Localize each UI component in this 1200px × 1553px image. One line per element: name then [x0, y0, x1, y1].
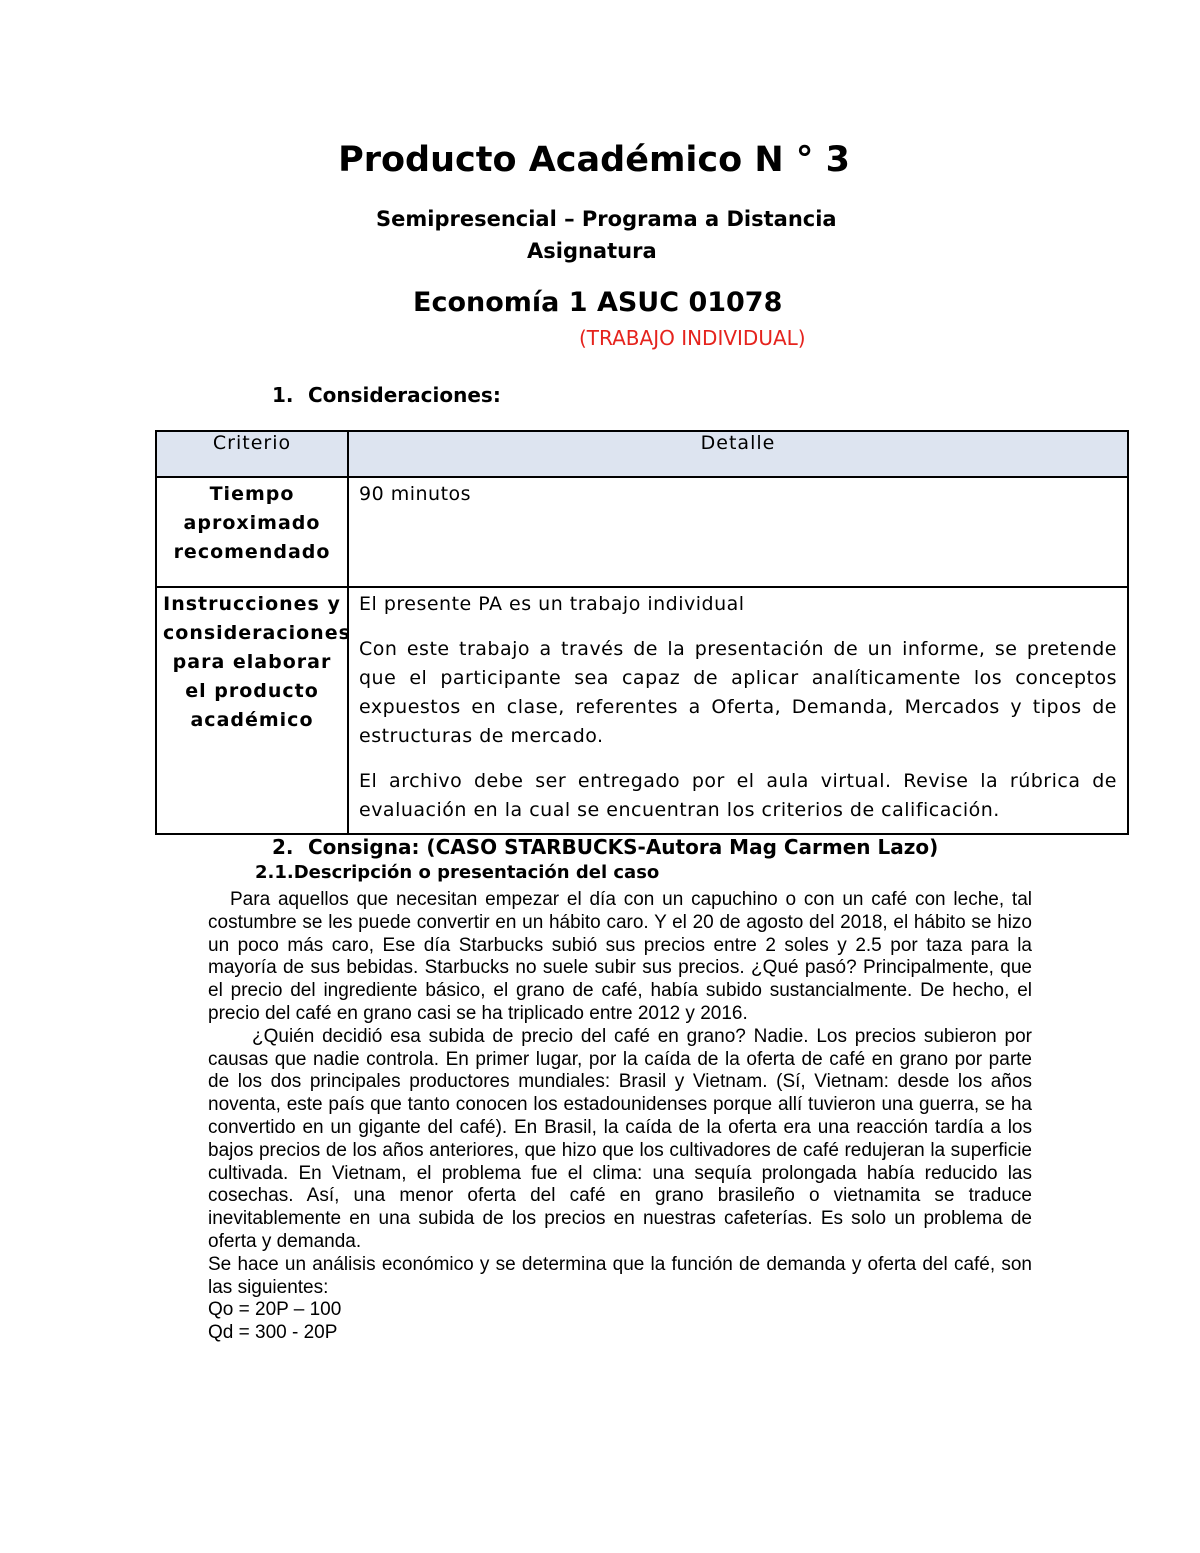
detail-paragraph: Con este trabajo a través de la presentación de un informe, se pretende que el participante sea capaz de aplicar analíticamente los conceptos expuestos en clase, referentes a Oferta, Demanda, Mercados y tipos de estructuras de mercado. [359, 638, 1117, 747]
course-title: Economía 1 ASUC 01078 [413, 287, 783, 318]
detail-paragraph: El archivo debe ser entregado por el aula virtual. Revise la rúbrica de evaluación en la cual se encuentran los criterios de calificación. [359, 770, 1117, 821]
table-row [156, 587, 1128, 834]
demand-equation: Qd = 300 - 20P [208, 1322, 338, 1344]
table-row [156, 477, 1128, 587]
section-1-heading [272, 381, 501, 409]
detail-cell [348, 477, 1128, 587]
detail-cell [348, 587, 1128, 834]
detail-paragraph: El presente PA es un trabajo individual [359, 593, 745, 615]
considerations-table [155, 430, 1129, 835]
modality-subtitle: Semipresencial – Programa a Distancia [376, 207, 837, 231]
header-detalle: Detalle [348, 431, 1128, 477]
section-2-heading [272, 834, 938, 860]
section-1-number: 1. [272, 383, 294, 407]
supply-equation: Qo = 20P – 100 [208, 1299, 342, 1321]
header-criterio: Criterio [156, 431, 348, 477]
criterion-cell: Instrucciones y consideraciones para elaborar el producto académico [156, 587, 348, 834]
section-2-number: 2. [272, 835, 294, 859]
work-type-label: (TRABAJO INDIVIDUAL) [579, 326, 806, 350]
case-paragraph: ¿Quién decidió esa subida de precio del café en grano? Nadie. Los precios subieron por causas que nadie controla. En primer lugar, por la caída de la oferta de café en grano por parte de los dos principales productores mundiales: Brasil y Vietnam. (Sí, Vietnam: desde los años noventa, este país que tanto conocen los estadounidenses porque allí tuvieron una guerra, se ha convertido en un gigante del café). En Brasil, la caída de la oferta era una reacción tardía a los bajos precios de los años anteriores, que hizo que los cultivadores de café redujeran la superficie cultivada. En Vietnam, el problema fue el clima: una sequía prolongada había reducido las cosechas. Así, una menor oferta del café en grano brasileño o vietnamita se traduce inevitablemente en una subida de los precios en nuestras cafeterías. Es solo un problema de oferta y demanda. [208, 1025, 1032, 1252]
subject-label: Asignatura [527, 239, 657, 263]
criterion-cell: Tiempo aproximado recomendado [156, 477, 348, 587]
section-1-title: Consideraciones: [308, 383, 501, 407]
table-header-row [156, 431, 1128, 477]
case-paragraph: Se hace un análisis económico y se determina que la función de demanda y oferta del café, son las siguientes: [208, 1253, 1032, 1298]
case-paragraph: Para aquellos que necesitan empezar el día con un capuchino o con un café con leche, tal costumbre se les puede convertir en un hábito caro. Y el 20 de agosto del 2018, el hábito se hizo un poco más caro, Ese día Starbucks subió sus precios entre 2 soles y 2.5 por taza para la mayoría de sus bebidas. Starbucks no suele subir sus precios. ¿Qué pasó? Principalmente, que el precio del ingrediente básico, el grano de café, había subido sustancialmente. De hecho, el precio del café en grano casi se ha triplicado entre 2012 y 2016. [208, 889, 1032, 1024]
case-description [208, 889, 1032, 1345]
section-2-title: Consigna: (CASO STARBUCKS-Autora Mag Carmen Lazo) [308, 835, 939, 859]
document-title: Producto Académico N ° 3 [338, 140, 850, 180]
detail-paragraph: 90 minutos [359, 483, 472, 505]
subsection-2-1-heading: 2.1.Descripción o presentación del caso [255, 862, 660, 883]
